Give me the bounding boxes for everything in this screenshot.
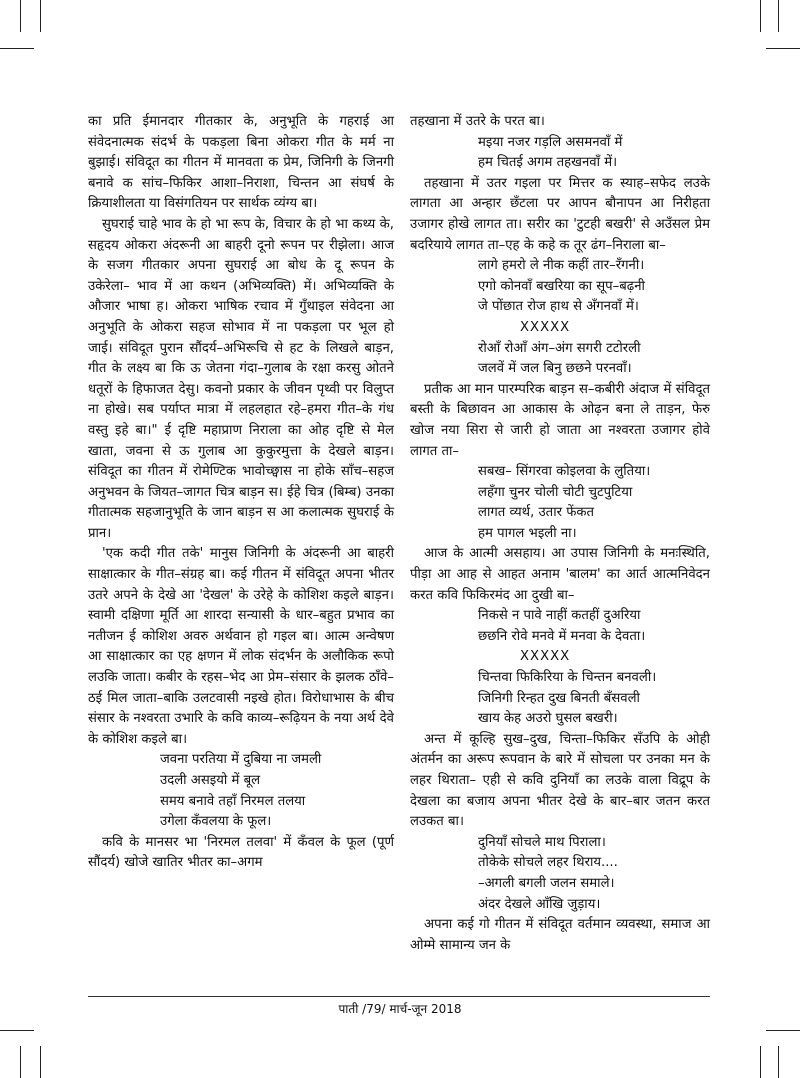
verse-line: XXXXX	[520, 319, 571, 335]
verse-line: लागत व्यर्थ, उतार फेंकत	[478, 505, 595, 521]
crop-mark	[40, 1046, 41, 1078]
crop-mark	[0, 48, 34, 49]
footer-rule	[88, 996, 710, 997]
verse-line: रोआँ रोआँ अंग–अंग सगरी टटोरली	[478, 340, 641, 356]
paragraph: सुघराई चाहे भाव के हो भा रूप के, विचार के हो भा कथ्य के, सहृदय ओकरा अंदरूनी आ बाहरी दूनो रूपन पर रीझेला। आज के सजग गीतकार अपना सुघराई आ बोध के दू रूपन के उकेरेला– भाव में आ कथन (अभिव्यक्ति) में। अभिव्यक्ति के औजार भाषा ह। ओकरा भाषिक रचाव में गुँथाइल संवेदना आ अनुभूति के ओकरा सहज सोभाव में ना पकड़ला पर भूल हो जाई। संविदूत पुरान सौंदर्य–अभिरूचि से हट के लिखले बाड़न, गीत के लक्ष्य बा कि ऊ जेतना गंदा–गुलाब के रक्षा करसु ओतने धतूरों के हिफाजत देसु। कवनो प्रकार के जीवन पृथ्वी पर विलुप्त ना होखे। सब पर्याप्त मात्रा में लहलहात रहे–हमरा गीत–के गंध वस्तु इहे बा।" ई दृष्टि महाप्राण निराला का ओह दृष्टि से मेल खाता, जवना से ऊ गुलाब आ कुकुरमुत्ता के देखले बाड़न। संविदूत का गीतन में रोमेण्टिक भावोच्छ्वास ना होके साँच–सहज अनुभवन के जियत–जागत चित्र बाड़न स। ईहे चित्र (बिम्ब) उनका गीतात्मक सहजानुभूति के जान बाड़न स आ कलात्मक सुघराई के प्रान।	[88, 216, 394, 541]
verse-line: हम चितई अगम तहखनवाँ में।	[478, 155, 618, 171]
verse-line: चिन्तवा फिकिरिया के चिन्तन बनवली।	[478, 670, 657, 686]
verse-line: छछनि रोवे मनवे में मनवा के देवता।	[478, 628, 646, 644]
verse-block	[410, 833, 710, 915]
right-column	[410, 112, 710, 956]
verse-line: मइया नजर गड़लि असमनवाँ में	[478, 134, 623, 150]
verse-block	[410, 256, 710, 380]
paragraph: अपना कई गो गीतन में संविदूत वर्तमान व्यवस्था, समाज आ ओम्मे सामान्य जन के	[410, 917, 710, 953]
paragraph: का प्रति ईमानदार गीतकार के, अनुभूति के गहराई आ संवेदनात्मक संदर्भ के पकड़ला बिना ओकरा गीत के मर्म ना बुझाई। संविदूत का गीतन में मानवता क प्रेम, जिनिगी के जिनगी बनावे क सांच–फिकिर आशा–निराशा, चिन्तन आ संघर्ष के क्रियाशीलता या विसंगतियन पर सार्थक व्यंग्य बा।	[88, 114, 394, 212]
verse-line: अंदर देखले आँखि जुड़ाय।	[478, 896, 601, 912]
verse-line: दुनियाँ सोचले माथ पिराला।	[478, 834, 606, 850]
crop-mark	[766, 1030, 800, 1031]
verse-line: उगेला कँवलया के फूल।	[160, 814, 272, 830]
verse-block	[410, 606, 710, 730]
crop-mark	[760, 0, 761, 32]
verse-block	[410, 462, 710, 544]
crop-mark	[760, 1046, 761, 1078]
verse-line: निकसे न पावे नाहीं कतहीं दुअरिया	[478, 608, 641, 624]
crop-mark	[778, 0, 779, 32]
verse-line: –अगली बगली जलन समाले।	[478, 875, 615, 891]
paragraph: तहखाना में उतर गइला पर मित्तर क स्याह–सफेद लउके लागता आ अन्हार छँटला पर आपन बौनापन आ निरीहता उजागर होखे लागत ता। सरीर का 'टुटही बखरी' से अउँसल प्रेम बदरियाये लागत ता–एह के कहे क तूर ढंग–निराला बा–	[410, 175, 710, 253]
paragraph: 'एक कदी गीत तके' मानुस जिनिगी के अंदरूनी आ बाहरी साक्षात्कार के गीत–संग्रह बा। कई गीतन में संविदूत अपना भीतर उतरे अपने के देखे आ 'देखल' के उरेहे के कोशिश कइले बाड़न। स्वामी दक्षिणा मूर्ति आ शारदा सन्यासी के धार–बहुत प्रभाव का नतीजन ई कोशिश अवरु अर्थवान हो गइल बा। आत्म अन्वेषण आ साक्षात्कार का एह क्षणन में लोक संदर्भन के अलौकिक रूपो लउकि जाता। कबीर के रहस–भेद आ प्रेम–संसार के झलक ठाँवे–ठई मिल जाता–बाकि उलटवासी नइखे होत। विरोधाभास के बीच संसार के नश्वरता उभारि के कवि काव्य–रूढ़ियन के नया अर्थ देवे के कोशिश कइले बा।	[88, 546, 394, 747]
verse-line: उदली असइयो में बूल	[160, 773, 261, 788]
verse-line: एगो कोनवाँ बखरिया का सूप–बढ़नी	[478, 278, 645, 294]
verse-line: जिनिगी रिन्हत दुख बिनती बँसवली	[478, 690, 640, 706]
crop-mark	[766, 48, 800, 49]
crop-mark	[20, 0, 21, 32]
paragraph: कवि के मानसर भा 'निरमल तलवा' में कँवल के फूल (पूर्ण सौंदर्य) खोजे खातिर भीतर का–अगम	[88, 834, 394, 871]
verse-line: जलवें में जल बिनु छछने परनवाँ।	[478, 361, 632, 377]
left-column	[88, 112, 394, 874]
paragraph: अन्त में कूल्हि सुख–दुख, चिन्ता–फिकिर सँउपि के ओही अंतर्मन का अरूप रूपवान के बारे में सोचला पर उनका मन के लहर थिराता– एही से कवि दुनियाँ का लउके वाला विद्रूप के देखला का बजाय अपना भीतर देखे के बार–बार जतन करत लउकत बा।	[410, 731, 710, 830]
verse-block	[410, 133, 710, 174]
verse-line: जवना परतिया में दुबिया ना जमली	[160, 752, 322, 768]
paragraph: प्रतीक आ मान पारम्परिक बाड़न स–कबीरी अंदाज में संविदूत बस्ती के बिछावन आ आकास के ओढ़न बना ले ताड़न, फेरु खोज नया सिरा से जारी हो जाता आ नश्वरता उजागर होवे लागत ता–	[410, 381, 710, 459]
verse-line: लहँगा चुनर चोली चोटी चुटपुटिया	[478, 484, 633, 500]
paragraph: तहखाना में उतरे के परत बा।	[410, 114, 545, 129]
verse-line: XXXXX	[520, 649, 571, 665]
page-footer: पाती /79/ मार्च-जून 2018	[338, 1002, 462, 1016]
verse-line: जे पोंछात रोज हाथ से अँगनवाँ में।	[478, 299, 639, 315]
verse-block	[88, 750, 394, 832]
crop-mark	[40, 0, 41, 32]
crop-mark	[778, 1046, 779, 1078]
verse-line: खाय केह अउरो घुसल बखरी।	[478, 711, 618, 727]
crop-mark	[0, 1030, 34, 1031]
verse-line: लागे हमरो ले नीक कहीं तार–रँगनी।	[478, 258, 645, 274]
verse-line: सबख– सिंगरवा कोइलवा के लुतिया।	[478, 464, 651, 480]
crop-mark	[20, 1046, 21, 1078]
paragraph: आज के आत्मी असहाय। आ उपास जिनिगी के मनःस्थिति, पीड़ा आ आह से आहत अनाम 'बालम' का आर्त आत्मनिवेदन करत कवि फिकिरमंद आ दुखी बा–	[410, 546, 710, 603]
verse-line: समय बनावे तहाँ निरमल तलया	[160, 793, 306, 809]
verse-line: हम पागल भइली ना।	[478, 525, 577, 541]
verse-line: ताेकेके सोचले लहर थिराय....	[478, 855, 618, 871]
